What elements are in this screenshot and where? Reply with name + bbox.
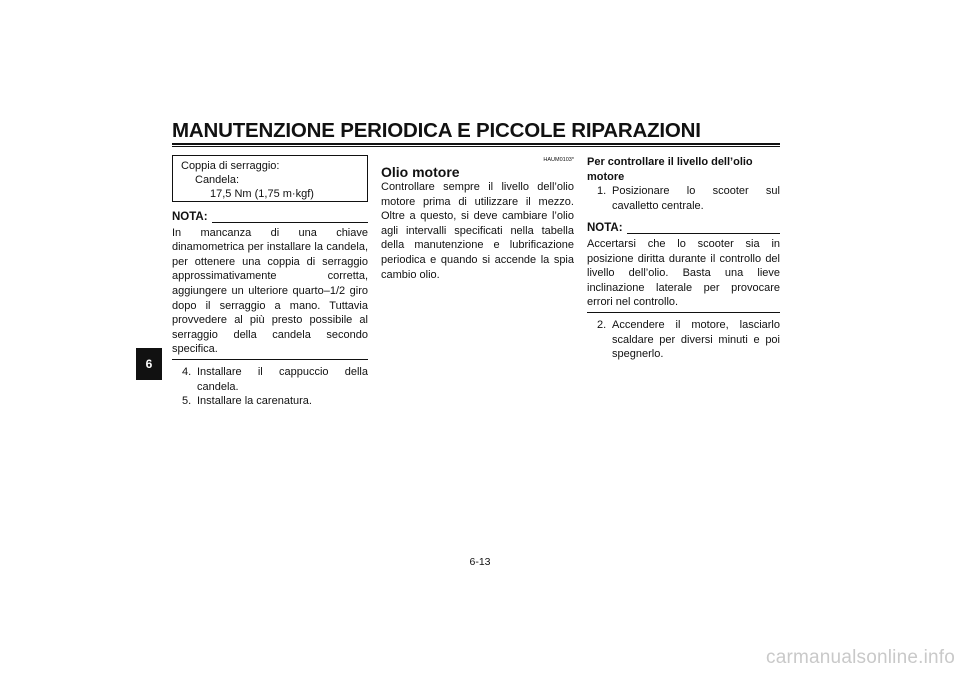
step-number: 4. xyxy=(182,365,192,378)
list-item xyxy=(587,318,780,362)
spec-item: Candela: xyxy=(195,174,240,186)
note-label: NOTA: xyxy=(587,222,623,235)
note-label: NOTA: xyxy=(172,211,208,223)
list-item xyxy=(587,184,780,213)
note-header xyxy=(587,221,780,236)
note-rule xyxy=(627,233,780,234)
list-item xyxy=(172,365,368,394)
note-end-rule xyxy=(587,312,780,313)
step-list xyxy=(172,365,368,409)
title-rule-thin xyxy=(172,146,780,147)
note-rule xyxy=(212,222,368,223)
step-number: 1. xyxy=(597,185,607,198)
spec-value: 17,5 Nm (1,75 m·kgf) xyxy=(210,188,314,200)
spec-box xyxy=(172,155,368,202)
note-text: Accertarsi che lo scooter sia in posizione diritta durante il controllo del livello dell’olio. Basta una lieve inclinazione laterale per provocare errori nel controllo. xyxy=(587,237,780,309)
title-rule xyxy=(172,143,780,145)
note-header xyxy=(172,210,368,225)
page-number: 6-13 xyxy=(469,556,491,568)
note-text: In mancanza di una chiave dinamometrica per installare la candela, per ottenere una coppia di serraggio approssimativamente corretta, aggiungere un ulteriore quarto–1/2 giro dopo il serraggio a mano. Tuttavia provvedere al più presto possibile al serraggio della candela secondo specifica. xyxy=(172,226,368,356)
chapter-tab: 6 xyxy=(136,348,162,380)
subsection-title: Per controllare il livello dell’olio motore xyxy=(587,156,753,183)
step-number: 2. xyxy=(597,318,607,331)
middle-column xyxy=(381,155,574,282)
spec-label: Coppia di serraggio: xyxy=(181,160,280,172)
list-item xyxy=(172,394,368,409)
page-title: MANUTENZIONE PERIODICA E PICCOLE RIPARAZIONI xyxy=(172,119,701,142)
section-code: HAUM0103* xyxy=(543,157,574,163)
step-text: Posizionare lo scooter sul cavalletto centrale. xyxy=(612,185,780,212)
right-column xyxy=(587,155,780,362)
section-body: Controllare sempre il livello dell’olio motore prima di utilizzare il mezzo. Oltre a questo, si deve cambiare l’olio agli intervalli specificati nella tabella della manutenzione e lubrificazione periodica e quando si accende la spia cambio olio. xyxy=(381,181,574,281)
watermark: carmanualsonline.info xyxy=(766,647,956,668)
step-text: Accendere il motore, lasciarlo scaldare per diversi minuti e poi spegnerlo. xyxy=(612,318,780,361)
left-column xyxy=(172,155,368,409)
step-text: Installare il cappuccio della candela. xyxy=(197,365,368,393)
step-number: 5. xyxy=(182,395,192,408)
note-end-rule xyxy=(172,359,368,360)
section-title: Olio motore xyxy=(381,164,460,180)
step-text: Installare la carenatura. xyxy=(197,395,312,408)
step-list xyxy=(587,318,780,362)
